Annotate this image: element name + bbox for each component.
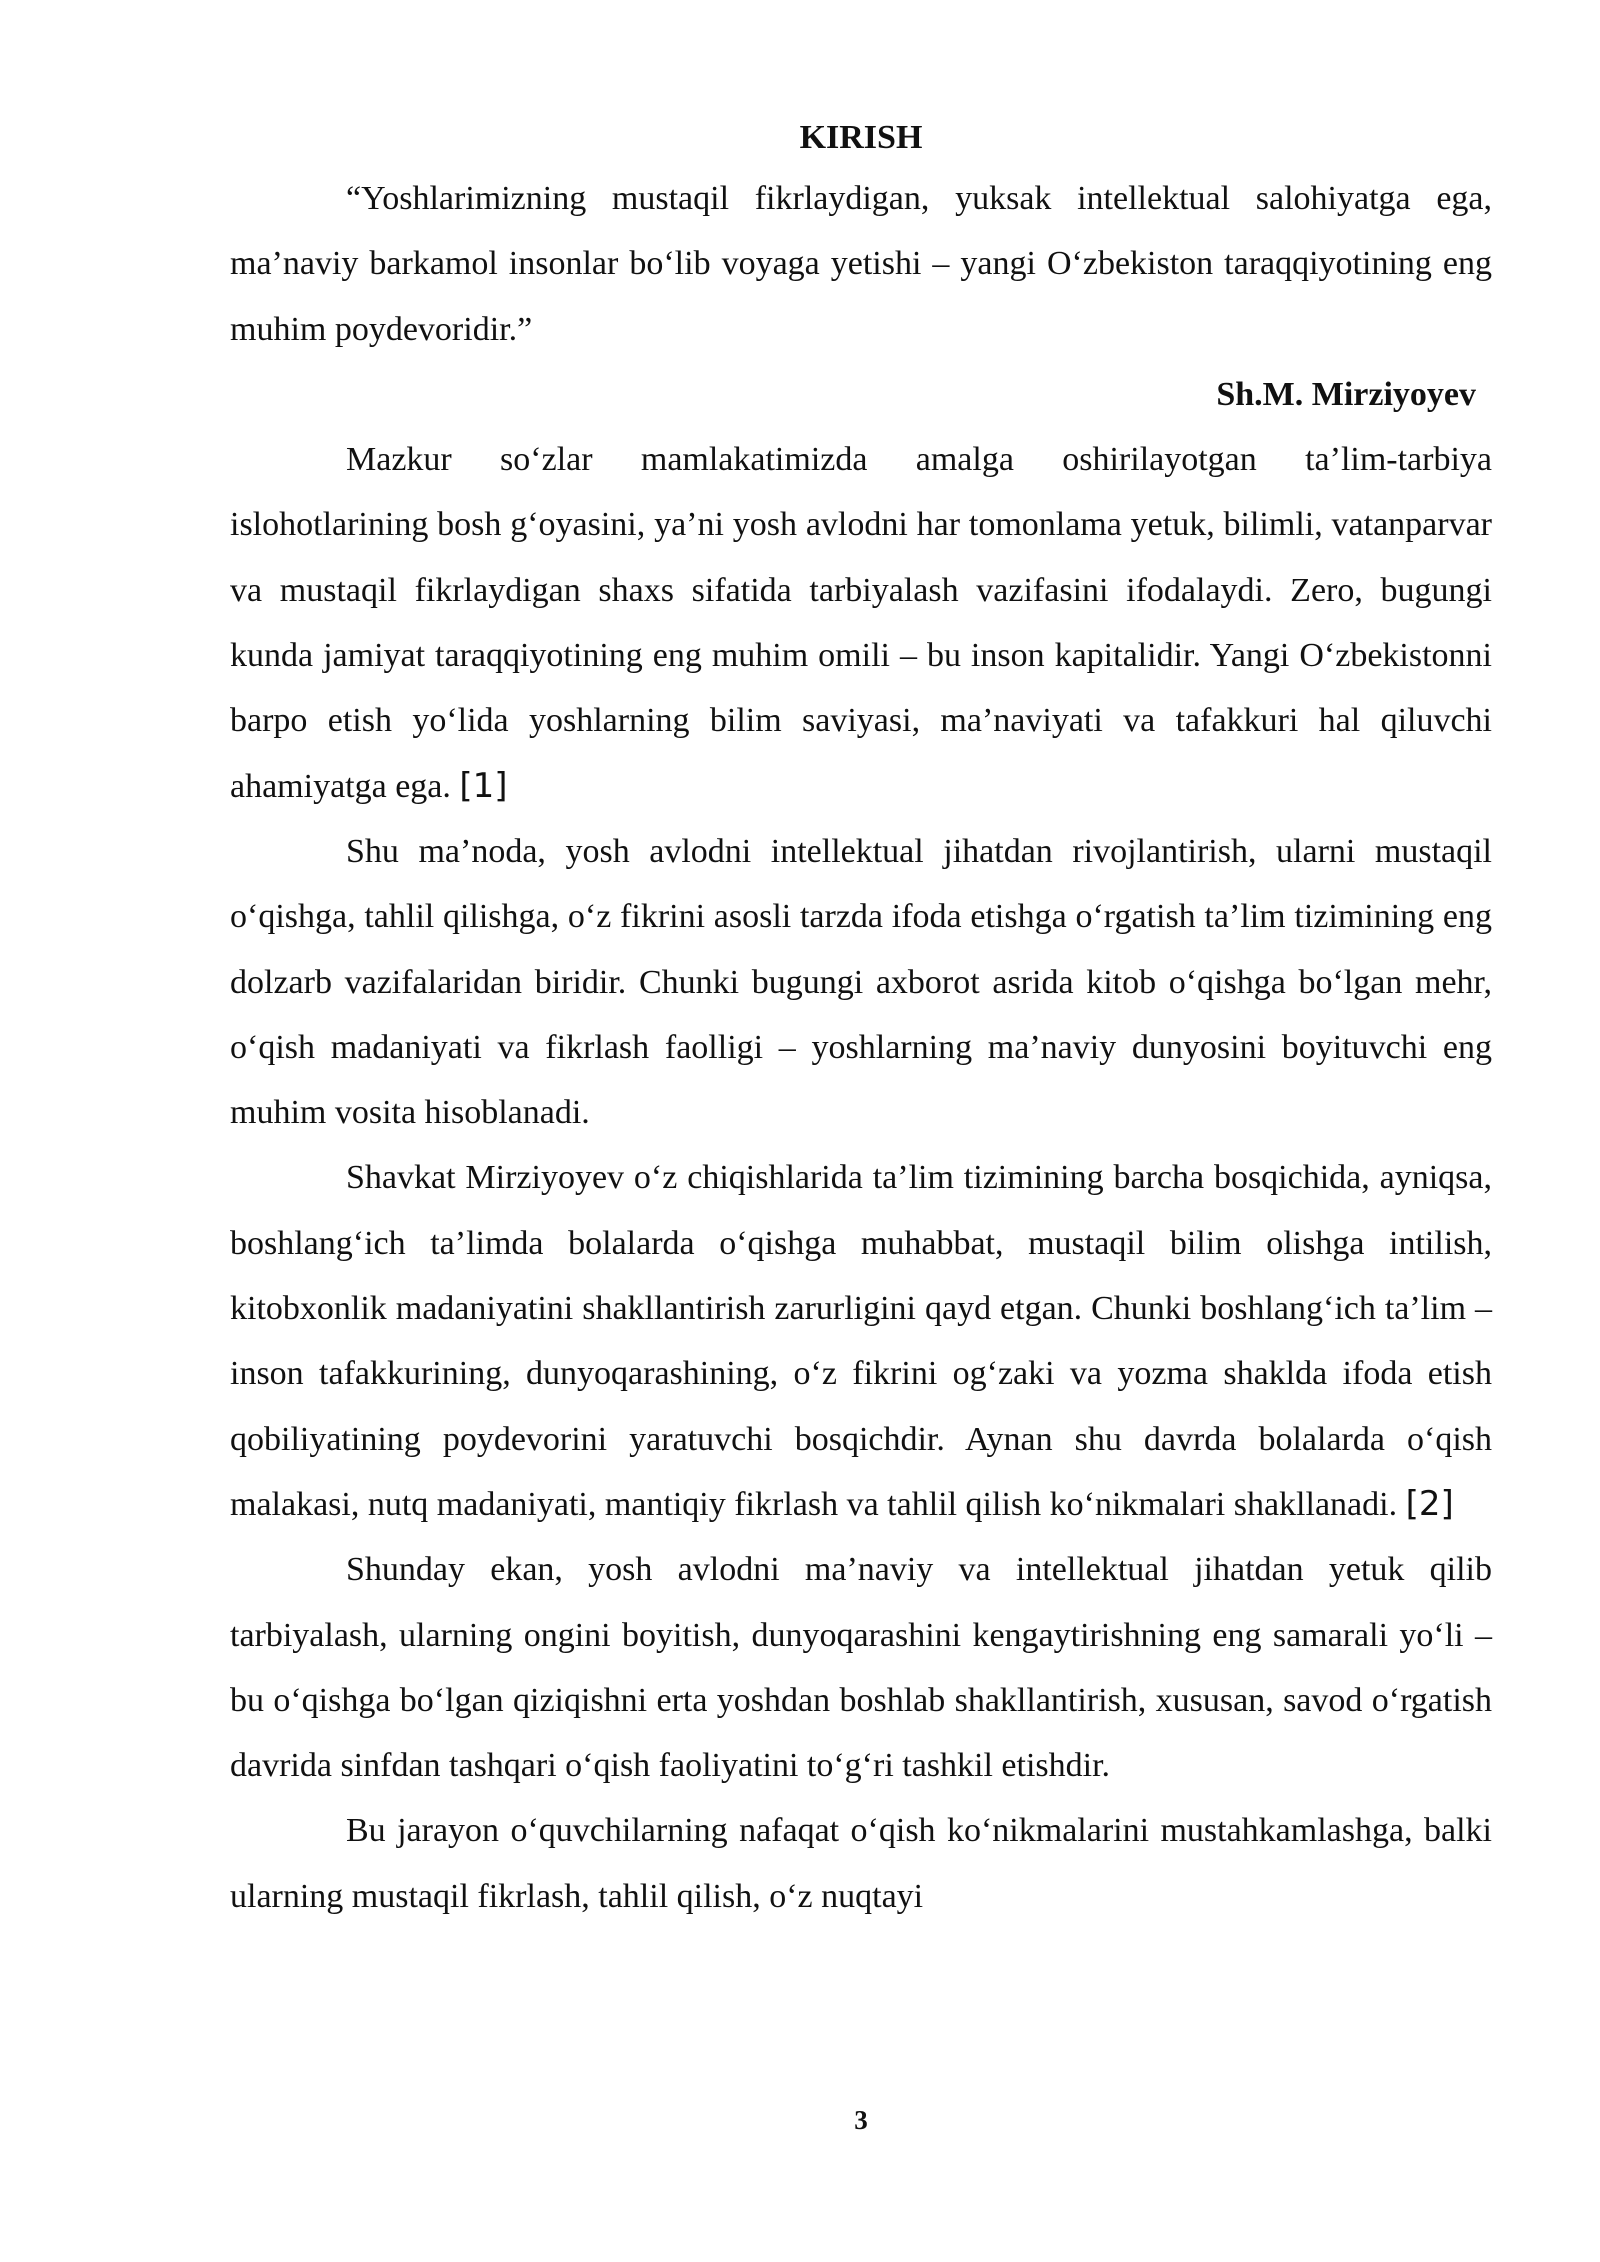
epigraph-quote: “Yoshlarimizning mustaqil fikrlaydigan, yuksak intellektual salohiyatga ega, ma’naviy barkamol insonlar bo‘lib voyaga yetishi – yangi O‘zbekiston taraqqiyotining eng muhim poydevoridir.”: [230, 180, 1492, 348]
page-content: [230, 110, 1492, 1929]
epigraph-author: Sh.M. Mirziyoyev: [1216, 375, 1476, 413]
paragraph-text: Bu jarayon o‘quvchilarning nafaqat o‘qish ko‘nikmalarini mustahkamlashga, balki ularning mustaqil fikrlash, tahlil qilish, o‘z nuqtayi: [230, 1812, 1492, 1915]
paragraph: [230, 819, 1492, 1145]
section-heading: KIRISH: [799, 119, 923, 156]
paragraph: [230, 1537, 1492, 1798]
paragraph: [230, 427, 1492, 819]
paragraph: [230, 1798, 1492, 1929]
paragraph: [230, 1145, 1492, 1537]
paragraph-text: Shavkat Mirziyoyev o‘z chiqishlarida ta’lim tizimining barcha bosqichida, ayniqsa, boshlang‘ich ta’limda bolalarda o‘qishga muhabbat, mustaqil bilim olishga intilish, kitobxonlik madaniyatini shakllantirish zarurligini qayd etgan. Chunki boshlang‘ich ta’lim – inson tafakkurining, dunyoqarashining, o‘z fikrini og‘zaki va yozma shaklda ifoda etish qobiliyatining poydevorini yaratuvchi bosqichdir. Aynan shu davrda bolalarda o‘qish malakasi, nutq madaniyati, mantiqiy fikrlash va tahlil qilish ko‘nikmalari shakllanadi.: [230, 1159, 1492, 1523]
paragraph-text: Shu ma’noda, yosh avlodni intellektual jihatdan rivojlantirish, ularni mustaqil o‘qishga, tahlil qilishga, o‘z fikrini asosli tarzda ifoda etishga o‘rgatish ta’lim tizimining eng dolzarb vazifalaridan biridir. Chunki bugungi axborot asrida kitob o‘qishga bo‘lgan mehr, o‘qish madaniyati va fikrlash faolligi – yoshlarning ma’naviy dunyosini boyituvchi eng muhim vosita hisoblanadi.: [230, 832, 1492, 1132]
paragraph-text: Shunday ekan, yosh avlodni ma’naviy va intellektual jihatdan yetuk qilib tarbiyalash, ularning ongini boyitish, dunyoqarashini kengaytirishning eng samarali yo‘li – bu o‘qishga bo‘lgan qiziqishni erta yoshdan boshlab shakllantirish, xususan, savod o‘rgatish davrida sinfdan tashqari o‘qish faoliyatini to‘g‘ri tashkil etishdir.: [230, 1551, 1492, 1785]
citation-reference: [1]: [459, 765, 508, 806]
page-number: 3: [854, 2105, 868, 2135]
citation-reference: [2]: [1405, 1483, 1454, 1524]
paragraph-text: Mazkur so‘zlar mamlakatimizda amalga oshirilayotgan ta’lim-tarbiya islohotlarining bosh g‘oyasini, ya’ni yosh avlodni har tomonlama yetuk, bilimli, vatanparvar va mustaqil fikrlaydigan shaxs sifatida tarbiyalash vazifasini ifodalaydi. Zero, bugungi kunda jamiyat taraqqiyotining eng muhim omili – bu inson kapitalidir. Yangi O‘zbekistonni barpo etish yo‘lida yoshlarning bilim saviyasi, ma’naviyati va tafakkuri hal qiluvchi ahamiyatga ega.: [230, 441, 1492, 805]
